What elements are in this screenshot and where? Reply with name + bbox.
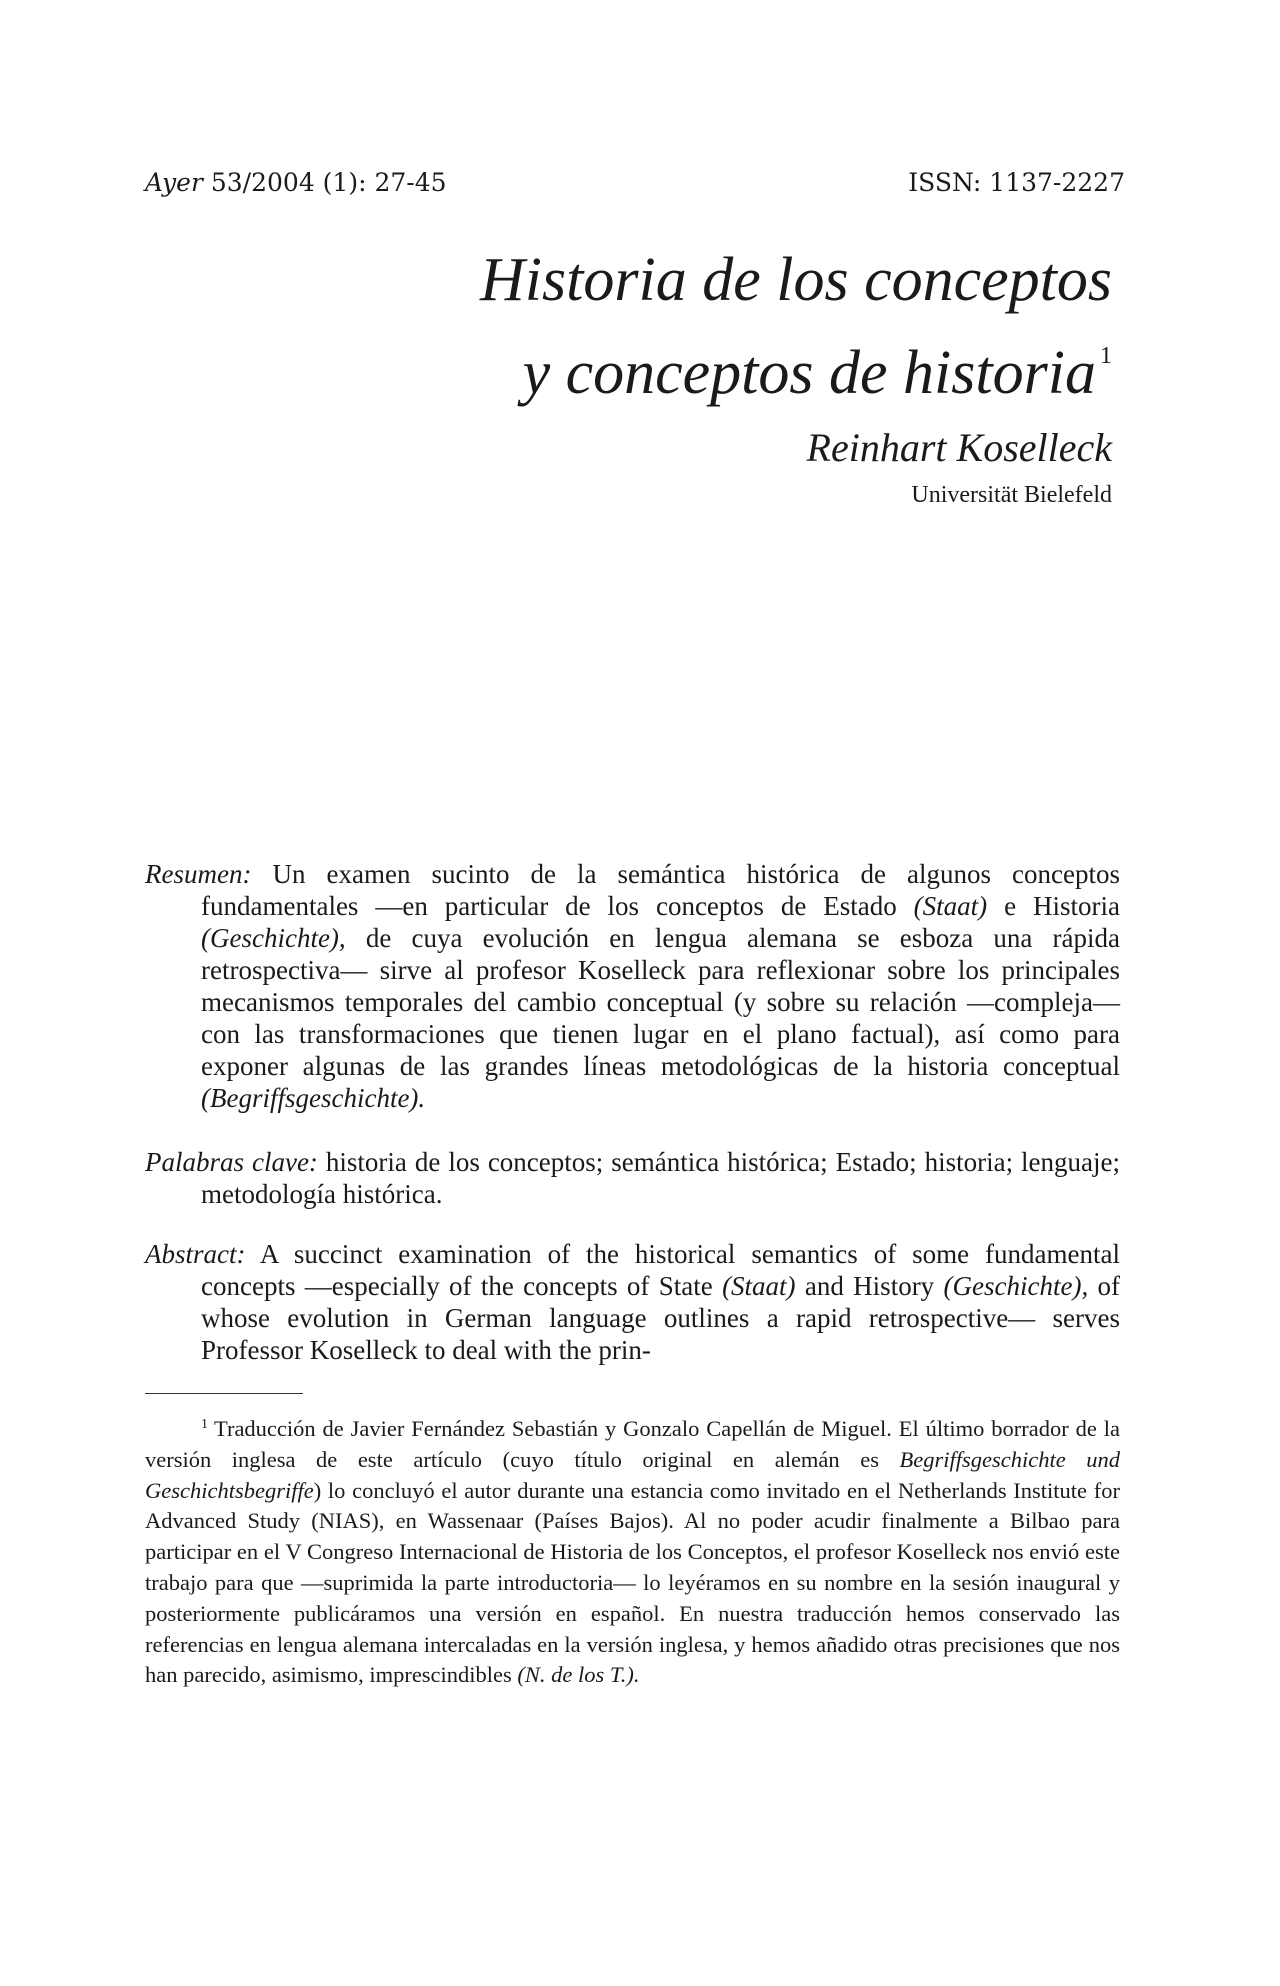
abstract-term-2: (Geschichte), [943,1271,1089,1301]
author-name: Reinhart Koselleck [806,425,1112,470]
abstract-text-1: A succinct examination of the historical semantics of some fundamental concepts —especially of the concepts of State [201,1239,1120,1301]
footnote [145,1410,1120,1691]
footnote-term-2: (N. de los T.). [517,1662,640,1688]
resumen-text-3: de cuya evolución en lengua alemana se esboza una rápida retrospectiva— sirve al profesor Koselleck para reflexionar sobre los principales mecanismos temporales del cambio conceptual (y sobre su relación —compleja— con las transformaciones que tienen lugar en el plano factual), así como para exponer algunas de las grandes líneas metodológicas de la historia conceptual [201,923,1120,1081]
footnote-term-1: Begriffsgeschichte und Geschichtsbegriffe [145,1446,1120,1503]
title-line-1: Historia de los conceptos [480,246,1112,314]
title-footnote-marker[interactable]: 1 [1100,343,1112,369]
author-affiliation: Universität Bielefeld [911,482,1112,508]
resumen-term-3: (Begriffsgeschichte). [201,1083,426,1113]
journal-issue: 53/2004 (1): 27-45 [210,168,447,197]
title-line-2: y conceptos de historia [522,339,1096,407]
resumen-term-1: (Staat) [913,891,988,921]
running-header [145,170,1125,195]
abstract-paragraph [145,1238,1120,1366]
resumen-text-1: Un examen sucinto de la semántica histórica de algunos conceptos fundamentales —en particular de los conceptos de Estado [201,859,1120,921]
issn: ISSN: 1137-2227 [908,168,1125,197]
keywords-label: Palabras clave: [145,1147,318,1177]
resumen-label: Resumen: [145,859,252,889]
abstract-text-3: of whose evolution in German language outlines a rapid retrospective— serves Professor Koselleck to deal with the prin- [201,1271,1121,1365]
journal-name: Ayer [145,168,203,197]
abstract-label: Abstract: [145,1239,246,1269]
keywords-paragraph [145,1146,1120,1210]
keywords-text: historia de los conceptos; semántica histórica; Estado; historia; lenguaje; metodología histórica. [201,1147,1121,1209]
footnote-separator [145,1393,303,1394]
article-title [480,242,1112,411]
footnote-text-1: Traducción de Javier Fernández Sebastián y Gonzalo Capellán de Miguel. El último borrador de la versión inglesa de este artículo (cuyo título original en alemán es [145,1416,1120,1472]
resumen-paragraph [145,858,1120,1114]
abstract-text-2: and History [795,1271,944,1301]
abstract-term-1: (Staat) [722,1271,796,1301]
journal-citation [145,170,447,195]
footnote-marker: 1 [201,1417,208,1432]
footnote-text-2: ) lo concluyó el autor durante una estancia como invitado en el Netherlands Institute for Advanced Study (NIAS), en Wassenaar (Países Bajos). Al no poder acudir finalmente a Bilbao para participar en el V Congreso Internacional de Historia de los Conceptos, el profesor Koselleck nos envió este trabajo para que —suprimida la parte introductoria— lo leyéramos en su nombre en la sesión inaugural y posteriormente publicáramos una versión en español. En nuestra traducción hemos conservado las referencias en lengua alemana intercaladas en la versión inglesa, y hemos añadido otras precisiones que nos han parecido, asimismo, imprescindibles [145,1477,1120,1688]
resumen-text-2: e Historia [987,891,1120,921]
resumen-term-2: (Geschichte), [201,923,346,953]
